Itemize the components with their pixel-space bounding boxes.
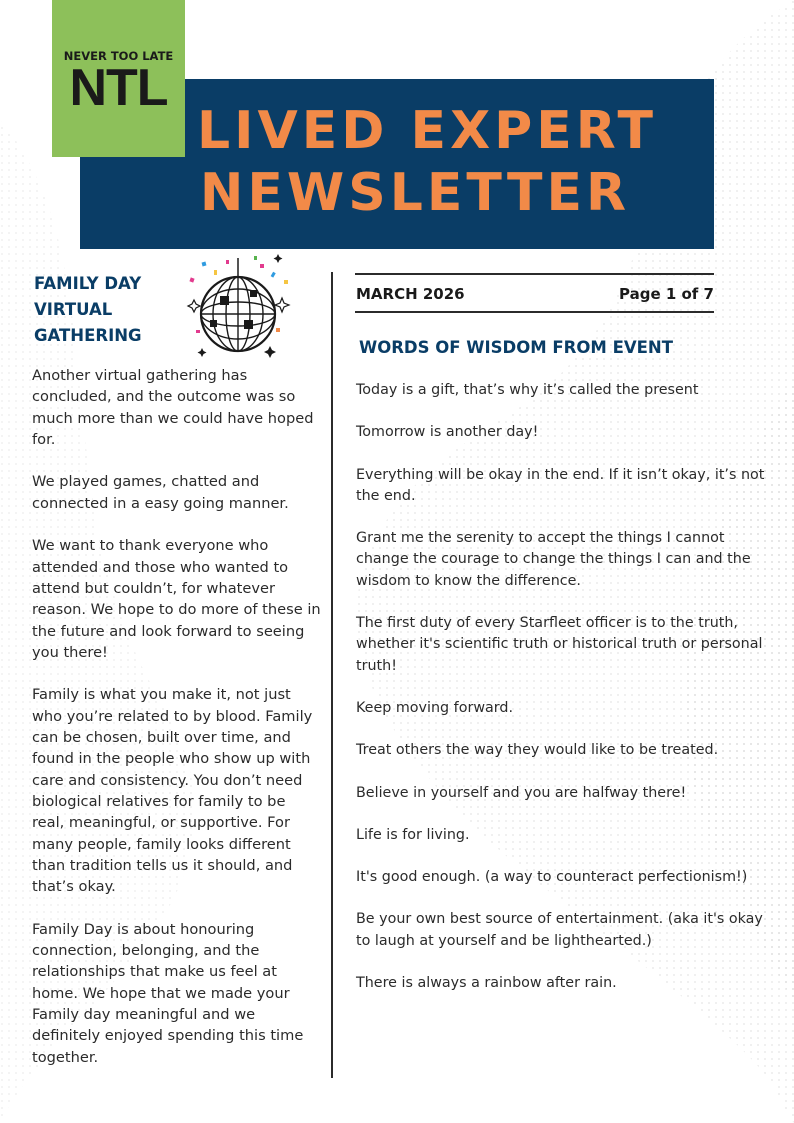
title-line-1: LIVED EXPERT xyxy=(197,101,657,161)
heading-line: GATHERING xyxy=(34,326,142,345)
quote-item: Tomorrow is another day! xyxy=(356,424,539,441)
article-paragraph: Family Day is about honouring connection, belonging, and the relationships that make us feel at home. We hope that we made your Family day meaningful and we definitely enjoyed spending this time together. xyxy=(32,920,304,1066)
issue-date: MARCH 2026 xyxy=(356,285,465,303)
article-paragraph: Family is what you make it, not just who you’re related to by blood. Family can be chosen, built over time, and found in the people who show up with care and consistency. You don’t need biological relatives for family to be real, meaningful, or supportive. For many people, family looks different than tradition tells us it should, and that’s okay. xyxy=(32,686,313,896)
issue-info-bar xyxy=(355,273,714,313)
wisdom-heading: WORDS OF WISDOM FROM EVENT xyxy=(359,338,673,357)
logo-tagline: NEVER TOO LATE xyxy=(63,49,174,63)
family-day-heading xyxy=(34,271,184,349)
page-number: Page 1 of 7 xyxy=(619,285,714,303)
article-paragraph: We want to thank everyone who attended and those who wanted to attend but couldn’t, for whatever reason. We hope to do more of these in the future and look forward to seeing you there! xyxy=(32,537,321,661)
quote-item: The first duty of every Starfleet officer is to the truth, whether it's scientific truth or historical truth or personal truth! xyxy=(356,615,763,674)
quote-item: Keep moving forward. xyxy=(356,699,514,716)
quote-item: Life is for living. xyxy=(356,826,470,843)
family-day-article xyxy=(32,365,322,1089)
heading-line: FAMILY DAY xyxy=(34,274,142,293)
quote-item: It's good enough. (a way to counteract perfectionism!) xyxy=(356,869,748,886)
article-paragraph: We played games, chatted and connected in a easy going manner. xyxy=(32,473,289,512)
article-paragraph: Another virtual gathering has concluded, and the outcome was so much more than we could have hoped for. xyxy=(32,367,314,448)
quote-item: Today is a gift, that’s why it’s called the present xyxy=(356,382,699,398)
heading-line: VIRTUAL xyxy=(34,300,113,319)
quote-item: Treat others the way they would like to be treated. xyxy=(356,742,719,759)
logo-initials: NTL xyxy=(69,59,168,117)
wisdom-quotes-list xyxy=(356,380,781,1015)
ntl-logo xyxy=(52,0,185,157)
quote-item: Believe in yourself and you are halfway there! xyxy=(356,784,687,801)
quote-item: There is always a rainbow after rain. xyxy=(356,975,617,992)
disco-ball-icon xyxy=(180,250,298,366)
title-line-2: NEWSLETTER xyxy=(199,163,631,223)
quote-item: Be your own best source of entertainment. (aka it's okay to laugh at yourself and be lighthearted.) xyxy=(356,911,763,949)
quote-item: Everything will be okay in the end. If it isn’t okay, it’s not the end. xyxy=(356,466,765,504)
quote-item: Grant me the serenity to accept the things I cannot change the courage to change the things I can and the wisdom to know the difference. xyxy=(356,530,751,589)
column-divider xyxy=(331,272,333,1078)
